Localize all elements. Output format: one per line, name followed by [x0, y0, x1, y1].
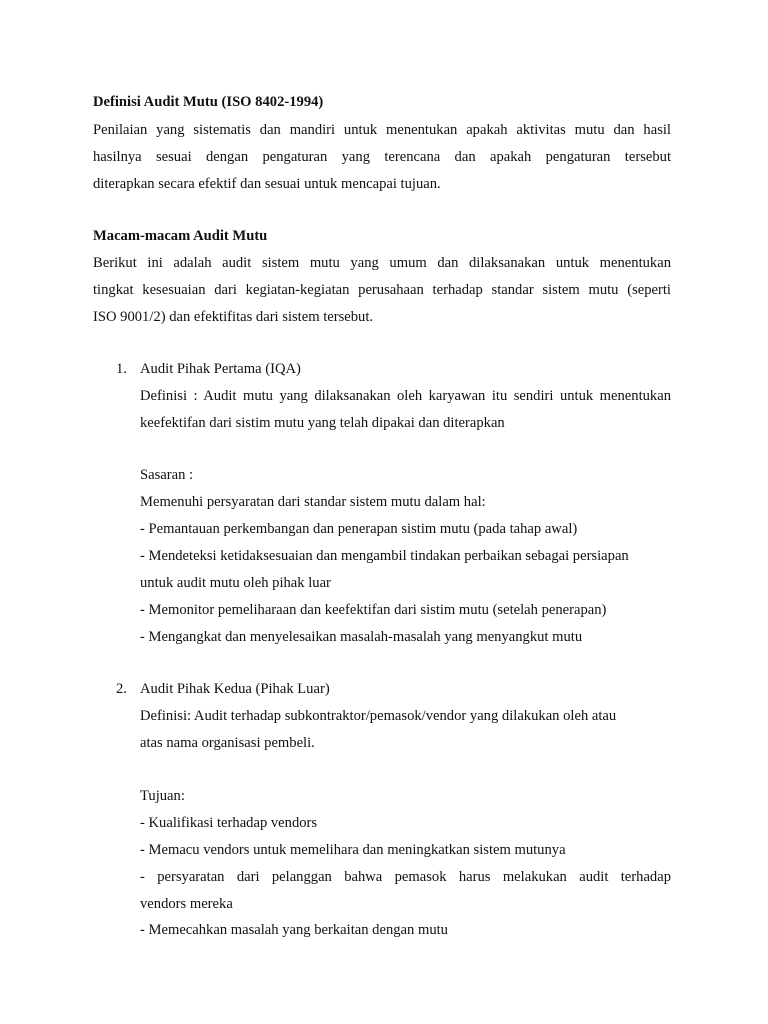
sub-line: - Memacu vendors untuk memelihara dan meningkatkan sistem mutunya: [140, 842, 566, 858]
sub-line: - persyaratan dari pelanggan bahwa pemasok harus melakukan audit terhadap: [140, 869, 671, 885]
list-item-title: Audit Pihak Kedua (Pihak Luar): [140, 681, 330, 697]
list-number: 2.: [116, 681, 127, 697]
sub-line: Memenuhi persyaratan dari standar sistem mutu dalam hal:: [140, 494, 486, 510]
sub-line: - Mengangkat dan menyelesaikan masalah-masalah yang menyangkut mutu: [140, 629, 583, 645]
paragraph-line: tingkat kesesuaian dari kegiatan-kegiatan perusahaan terhadap standar sistem mutu (seperti: [93, 282, 671, 298]
list-number: 1.: [116, 361, 127, 377]
sub-heading: Tujuan:: [140, 788, 185, 804]
paragraph-line: ISO 9001/2) dan efektifitas dari sistem tersebut.: [93, 309, 374, 325]
paragraph-line: diterapkan secara efektif dan sesuai untuk mencapai tujuan.: [93, 176, 441, 192]
definition-line: Definisi : Audit mutu yang dilaksanakan oleh karyawan itu sendiri untuk menentukan: [140, 388, 671, 404]
definition-line: keefektifan dari sistim mutu yang telah dipakai dan diterapkan: [140, 415, 505, 431]
sub-line: - Pemantauan perkembangan dan penerapan sistim mutu (pada tahap awal): [140, 521, 578, 537]
sub-line: - Mendeteksi ketidaksesuaian dan mengambil tindakan perbaikan sebagai persiapan: [140, 548, 629, 564]
sub-line: - Memecahkan masalah yang berkaitan dengan mutu: [140, 922, 448, 938]
sub-line: untuk audit mutu oleh pihak luar: [140, 575, 331, 591]
definition-line: atas nama organisasi pembeli.: [140, 735, 315, 751]
paragraph-line: Berikut ini adalah audit sistem mutu yang umum dan dilaksanakan untuk menentukan: [93, 255, 671, 271]
paragraph-line: hasilnya sesuai dengan pengaturan yang terencana dan apakah pengaturan tersebut: [93, 149, 671, 165]
sub-line: vendors mereka: [140, 896, 233, 912]
section-heading: Macam-macam Audit Mutu: [93, 228, 268, 244]
section-heading: Definisi Audit Mutu (ISO 8402-1994): [93, 94, 324, 110]
sub-line: - Kualifikasi terhadap vendors: [140, 815, 318, 831]
definition-line: Definisi: Audit terhadap subkontraktor/pemasok/vendor yang dilakukan oleh atau: [140, 708, 617, 724]
list-item-title: Audit Pihak Pertama (IQA): [140, 361, 301, 377]
paragraph-line: Penilaian yang sistematis dan mandiri untuk menentukan apakah aktivitas mutu dan hasil: [93, 122, 671, 138]
sub-heading: Sasaran :: [140, 467, 194, 483]
sub-line: - Memonitor pemeliharaan dan keefektifan dari sistim mutu (setelah penerapan): [140, 602, 607, 618]
